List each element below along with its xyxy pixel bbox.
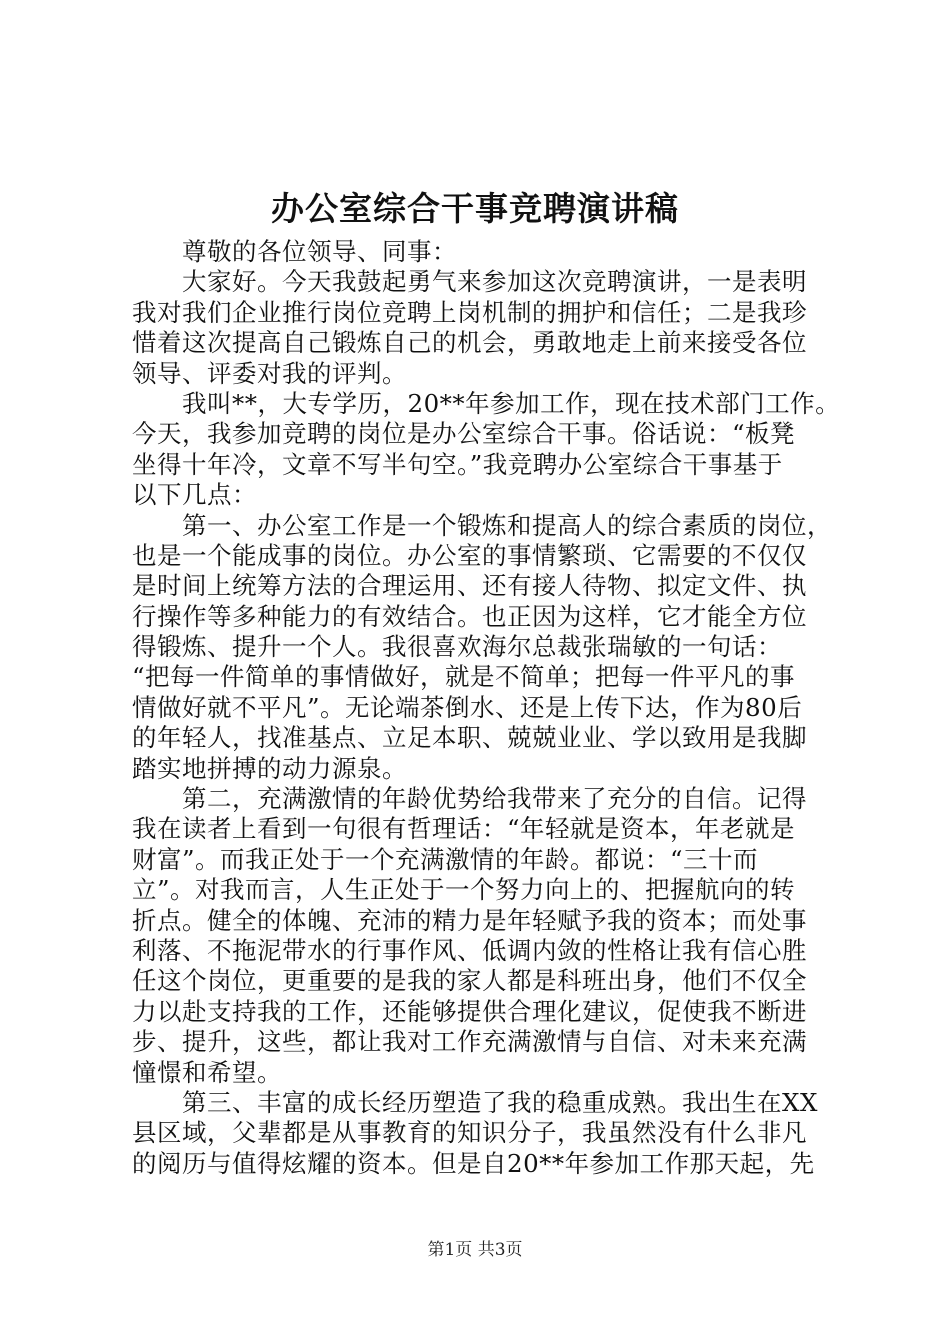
text-line: 以下几点： [132, 480, 257, 510]
text-line: 的阅历与值得炫耀的资本。但是自20**年参加工作那天起，先 [132, 1148, 815, 1178]
text-line: 立”。对我而言，人生正处于一个努力向上的、把握航向的转 [132, 875, 796, 905]
text-line: 惜着这次提高自己锻炼自己的机会，勇敢地走上前来接受各位 [132, 328, 807, 358]
text-line: 也是一个能成事的岗位。办公室的事情繁琐、它需要的不仅仅 [132, 540, 807, 570]
text-line: 步、提升，这些，都让我对工作充满激情与自信、对未来充满 [132, 1027, 807, 1057]
text-line: 今天，我参加竞聘的岗位是办公室综合干事。俗话说：“板凳 [132, 419, 796, 449]
text-line: 县区域，父辈都是从事教育的知识分子，我虽然没有什么非凡 [132, 1118, 807, 1148]
text-line: 第二，充满激情的年龄优势给我带来了充分的自信。记得 [182, 784, 807, 814]
text-line: 第三、丰富的成长经历塑造了我的稳重成熟。我出生在XX [182, 1087, 818, 1117]
text-line: 第一、办公室工作是一个锻炼和提高人的综合素质的岗位， [182, 510, 832, 540]
text-line: 行操作等多种能力的有效结合。也正因为这样，它才能全方位 [132, 601, 807, 631]
text-line: 我在读者上看到一句很有哲理话：“年轻就是资本，年老就是 [132, 814, 796, 844]
text-line: 坐得十年冷，文章不写半句空。”我竞聘办公室综合干事基于 [132, 449, 783, 479]
text-line: 折点。健全的体魄、充沛的精力是年轻赋予我的资本；而处事 [132, 905, 807, 935]
text-line: 我叫**，大专学历，20**年参加工作，现在技术部门工作。 [182, 388, 841, 418]
text-line: 领导、评委对我的评判。 [132, 358, 407, 388]
text-line: 任这个岗位，更重要的是我的家人都是科班出身，他们不仅全 [132, 966, 807, 996]
text-line: 我对我们企业推行岗位竞聘上岗机制的拥护和信任；二是我珍 [132, 297, 807, 327]
text-line: 得锻炼、提升一个人。我很喜欢海尔总裁张瑞敏的一句话： [132, 632, 782, 662]
document-title: 办公室综合干事竞聘演讲稿 [271, 189, 679, 228]
document-body [132, 237, 841, 1179]
text-line: 财富”。而我正处于一个充满激情的年龄。都说：“三十而 [132, 844, 759, 874]
text-line: 情做好就不平凡”。无论端茶倒水、还是上传下达，作为80后 [132, 692, 803, 722]
text-line: 尊敬的各位领导、同事： [182, 237, 457, 266]
text-line: 大家好。今天我鼓起勇气来参加这次竞聘演讲，一是表明 [182, 267, 807, 297]
text-line: 是时间上统筹方法的合理运用、还有接人待物、拟定文件、执 [132, 571, 807, 601]
text-line: 踏实地拼搏的动力源泉。 [132, 753, 407, 783]
text-line: 憧憬和希望。 [132, 1057, 282, 1087]
text-line: 的年轻人，找准基点、立足本职、兢兢业业、学以致用是我脚 [132, 723, 807, 753]
text-line: 力以赴支持我的工作，还能够提供合理化建议，促使我不断进 [132, 996, 807, 1026]
text-line: 利落、不拖泥带水的行事作风、低调内敛的性格让我有信心胜 [132, 935, 807, 965]
text-line: “把每一件简单的事情做好，就是不简单；把每一件平凡的事 [132, 662, 796, 692]
page-footer: 第1页 共3页 [427, 1240, 523, 1260]
